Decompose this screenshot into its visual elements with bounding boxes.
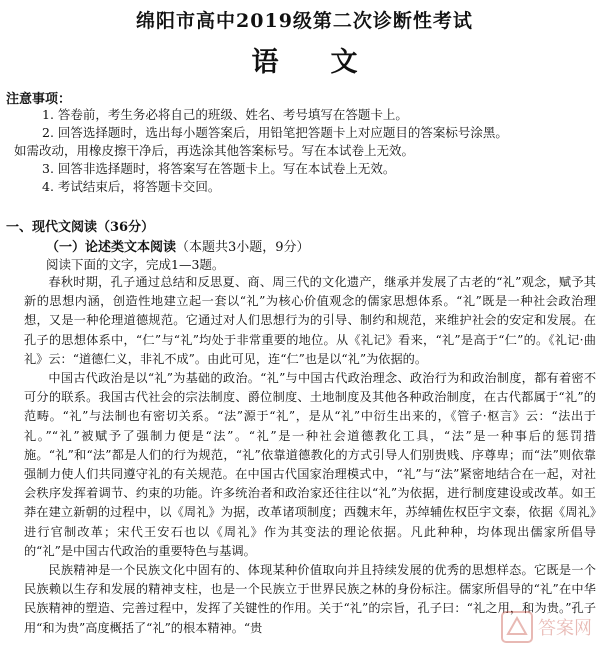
- note-item: 如需改动，用橡皮擦干净后，再选涂其他答案标号。写在本试卷上无效。: [14, 143, 415, 158]
- section-heading: 一、现代文阅读（36分）: [6, 220, 155, 235]
- passage-paragraph: 中国古代政治是以“礼”为基础的政治。“礼”与中国古代政治理念、政治行为和政治制度，都有着密不可分的联系。我国古代社会的宗法制度、爵位制度、土地制度及其他各种政治制度，在古代都属于“礼”的范畴。“礼”与法制也有密切关系。“法”源于“礼”，是从“礼”中衍生出来的，《管子·枢言》云：“法出于礼。”“礼”被赋予了强制力便是“法”。“礼”是一种社会道德教化工具，“法”是一种事后的惩罚措施。“礼”和“法”都是人们的行为规范，“礼”依靠道德教化的方式引导人们别贵贱、序尊卑；而“法”则依靠强制力使人们共同遵守礼的有关规范。在中国古代国家治理模式中，“礼”与“法”紧密地结合在一起，对社会秩序发挥着调节、约束的功能。许多统治者和政治家还往往以“礼”为依据，进行制度建设或改革。如王莽在建立新朝的过程中，以《周礼》为据，改革诸项制度；西魏末年，苏绰辅佐权臣宇文泰，依据《周礼》进行官制改革；宋代王安石也以《周礼》作为其变法的理论依据。凡此种种，均体现出儒家所倡导的“礼”是中国古代政治的重要特色与基调。: [24, 371, 596, 558]
- subsection-heading: [46, 236, 310, 255]
- subsection-detail: （本题共3小题，9分）: [176, 240, 310, 255]
- passage-paragraph: 民族精神是一个民族文化中固有的、体现某种价值取向并且持续发展的优秀的思想样态。它既是一个民族赖以生存和发展的精神支柱，也是一个民族立于世界民族之林的身份标注。儒家所倡导的“礼”在中华民族精神的塑造、完善过程中，发挥了关键性的作用。关于“礼”的宗旨，孔子曰：“礼之用，和为贵。”孔子用“和为贵”高度概括了“礼”的根本精神。“贵: [24, 563, 596, 635]
- passage-paragraph: 春秋时期，孔子通过总结和反思夏、商、周三代的文化遗产，继承并发展了古老的“礼”观念，赋予其新的思想内涵，创造性地建立起一套以“礼”为核心价值观念的儒家思想体系。“礼”既是一种社会政治理想，又是一种伦理道德规范。它通过对人们思想行为的引导、制约和规范，来维护社会的安定和发展。在孔子的思想体系中，“仁”与“礼”均处于非常重要的地位。从《礼记》看来，“礼”是高于“仁”的。《礼记·曲礼》云：“道德仁义，非礼不成”。由此可见，连“仁”也是以“礼”为依据的。: [24, 275, 596, 366]
- notes-heading: 注意事项：: [6, 92, 72, 107]
- reading-instruction: 阅读下面的文字，完成1—3题。: [46, 257, 225, 272]
- note-item: 1. 答卷前，考生务必将自己的班级、姓名、考号填写在答题卡上。: [42, 107, 408, 122]
- note-item: 3. 回答非选择题时，将答案写在答题卡上。写在本试卷上无效。: [42, 161, 396, 176]
- note-item: 2. 回答选择题时，选出每小题答案后，用铅笔把答题卡上对应题目的答案标号涂黑。: [42, 125, 508, 140]
- reading-passage: [24, 273, 596, 638]
- watermark-text: 答案网: [538, 618, 592, 639]
- subject-title: 语文: [251, 47, 410, 78]
- subsection-label: （一）论述类文本阅读: [46, 240, 177, 255]
- exam-title: 绵阳市高中2019级第二次诊断性考试: [136, 10, 473, 32]
- note-item: 4. 考试结束后，将答题卡交回。: [42, 179, 221, 194]
